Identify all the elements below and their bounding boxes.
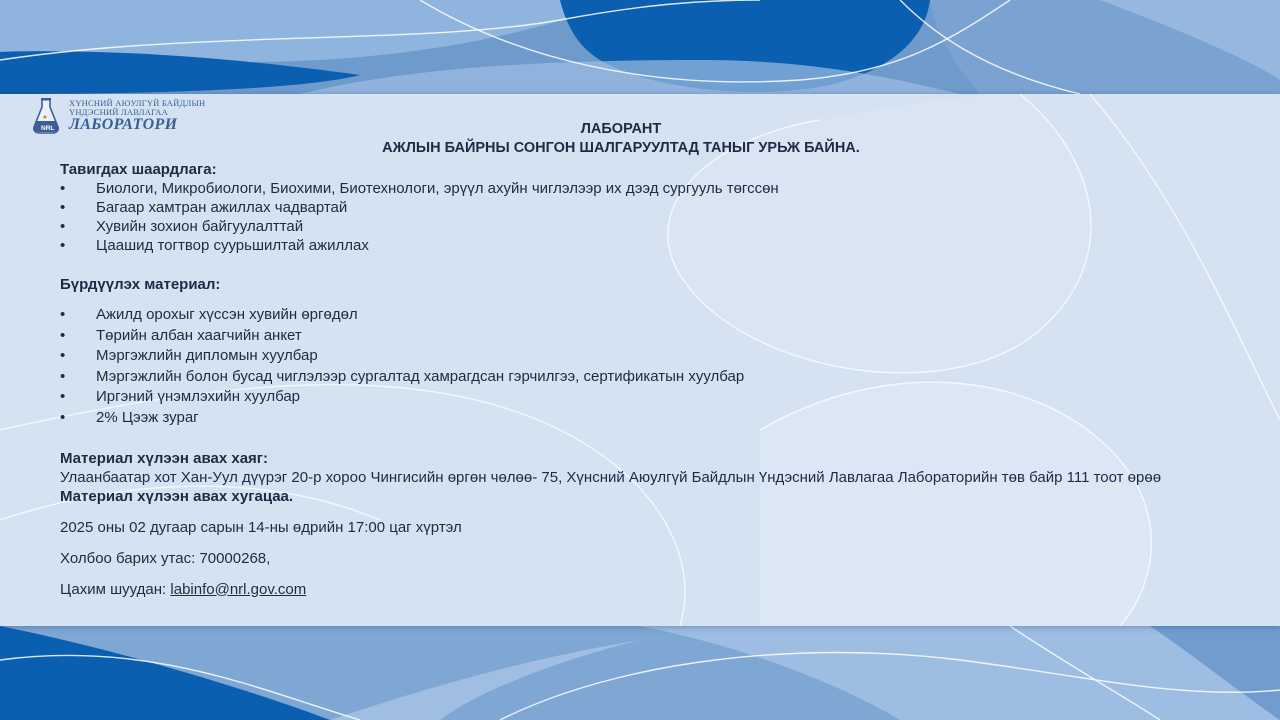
bullet-icon: • [60,237,66,254]
list-item: • Төрийн албан хаагчийн анкет [60,326,302,344]
materials-list [60,305,1200,429]
list-item: • Хувийн зохион байгуулалттай [60,218,304,235]
logo-line-2: ҮНДЭСНИЙ ЛАВЛАГАА [69,106,168,117]
bullet-icon: • [60,408,66,426]
list-item: • Ажилд орохыг хүссэн хувийн өргөдөл [60,306,358,323]
bullet-icon: • [60,326,66,344]
materials-title: Бүрдүүлэх материал: [60,276,221,293]
list-item: • Мэргэжлийн болон бусад чиглэлээр сургалтад хамрагдсан гэрчилгээ, сертификатын хуулбар [60,367,745,385]
invitation-subtitle: АЖЛЫН БАЙРНЫ СОНГОН ШАЛГАРУУЛТАД ТАНЫГ УРЬЖ БАЙНА. [382,140,860,156]
bullet-icon: • [60,199,66,216]
email-label: Цахим шуудан: [60,580,171,598]
phone-text: Холбоо барих утас: 70000268, [60,549,271,567]
list-item: • 2% Цээж зураг [60,408,199,426]
bullet-icon: • [60,367,66,385]
deadline-title: Материал хүлээн авах хугацаа. [60,487,294,505]
bullet-icon: • [60,347,66,365]
job-title: ЛАБОРАНТ [580,121,662,137]
bullet-icon: • [60,388,66,406]
requirements-list [60,179,1200,255]
address-title: Материал хүлээн авах хаяг: [60,449,269,467]
logo-line-3: ЛАБОРАТОРИ [69,116,178,133]
logo-line-1: ХҮНСНИЙ АЮУЛГҮЙ БАЙДЛЫН [69,98,206,108]
email-line [60,580,1200,599]
deadline-text: 2025 оны 02 дугаар сарын 14-ны өдрийн 17:00 цаг хүртэл [60,518,462,536]
list-item: • Багаар хамтран ажиллах чадвартай [60,199,348,216]
announcement-body [60,160,1200,599]
list-item: • Биологи, Микробиологи, Биохими, Биотехнологи, эрүүл ахуйн чиглэлээр их дээд сургууль төгссөн [60,180,779,197]
list-item: • Мэргэжлийн дипломын хуулбар [60,347,318,365]
requirements-title: Тавигдах шаардлага: [60,161,217,178]
bullet-icon: • [60,306,66,323]
bullet-icon: • [60,180,66,197]
address-text: Улаанбаатар хот Хан-Уул дүүрэг 20-р хороо Чингисийн өргөн чөлөө- 75, Хүнсний Аюулгүй Байдлын Үндэсний Лавлагаа Лабораторийн төв байр 111 тоот өрөө [60,468,1162,486]
svg-text:NRL: NRL [41,125,55,132]
email-link[interactable]: labinfo@nrl.gov.com [170,580,307,598]
bullet-icon: • [60,218,66,235]
list-item: • Цаашид тогтвор суурьшилтай ажиллах [60,237,369,254]
list-item: • Иргэний үнэмлэхийн хуулбар [60,388,301,406]
